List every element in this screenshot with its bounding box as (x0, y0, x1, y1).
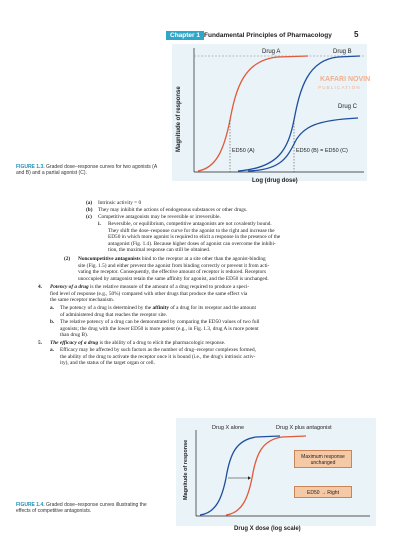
drug-c-curve (248, 118, 358, 171)
y-axis-label: Magnitude of response (176, 86, 182, 152)
figure-1-4-caption-label: FIGURE 1.4. (16, 502, 45, 508)
potency-term: Potency of a drug (50, 284, 89, 290)
drug-x-alone-label: Drug X alone (212, 425, 245, 431)
figure-1-4-graph (176, 418, 376, 538)
item-5a-line: ity), and the status of the target organ or cell. (60, 360, 155, 366)
drug-a-label: Drug A (262, 49, 281, 55)
item-i-line: antagonist (Fig. 1.4). Because higher doses of agonist can overcome the inhibi- (108, 240, 276, 247)
item-4a-text (60, 305, 384, 318)
figure-1-4-caption (16, 502, 156, 514)
drug-c-label: Drug C (338, 104, 358, 110)
body-text (16, 200, 384, 412)
item-4-line: the same receptor mechanism. (50, 297, 115, 303)
figure-1-3-caption (16, 164, 164, 176)
marker-5a: a. (50, 347, 54, 353)
figure-1-3-caption-label: FIGURE 1.3. (16, 164, 45, 170)
ed50-a-label: ED50 (A) (232, 148, 255, 154)
item-5-text (50, 340, 384, 347)
item-4a-line: of a drug for its receptor and the amount (169, 305, 256, 311)
drug-x-antagonist-label: Drug X plus antagonist (276, 425, 332, 431)
item-4b-text (60, 319, 384, 339)
y-axis-label: Magnitude of response (183, 439, 189, 500)
noncompetitive-term: Noncompetitive antagonists (78, 256, 141, 262)
marker-c: (c) (86, 214, 92, 220)
watermark-line-2: PUBLICATION (318, 85, 361, 90)
marker-4: 4. (38, 284, 42, 290)
figure-1-4 (176, 418, 376, 538)
affinity-term: affinity (152, 305, 170, 311)
item-i-line: Reversible, or equilibrium, competitive antagonists are not covalently bound. (108, 221, 272, 227)
marker-4a: a. (50, 305, 54, 311)
chapter-tag: Chapter 1 (166, 31, 204, 40)
efficacy-term: The efficacy of a drug (50, 340, 99, 346)
marker-2: (2) (64, 256, 71, 262)
drug-x-antagonist-curve (226, 436, 306, 515)
item-2-line: vating the receptor. Consequently, the effective amount of receptor is reduced. Receptors (78, 269, 267, 275)
item-2-line: site (Fig. 1.5) and either prevent the agonist from binding correctly or prevent it from acti- (78, 262, 270, 269)
item-i-line: They shift the dose–response curve for the agonist to the right and increase the (108, 227, 275, 234)
chapter-title: Fundamental Principles of Pharmacology (204, 32, 332, 39)
shift-arrow-head (248, 476, 251, 479)
page-number: 5 (354, 30, 359, 39)
marker-i: i. (98, 221, 101, 227)
item-4b-line: The relative potency of a drug can be demonstrated by comparing the ED50 values of two full (60, 319, 260, 325)
figure-1-3-caption-text: Graded dose–response curves for two agonists (A and B) and a partial agonist (C). (16, 164, 157, 177)
item-i-text (108, 221, 384, 254)
item-b-text: They may inhibit the actions of endogenous substances or other drugs. (98, 207, 248, 213)
figure-1-4-caption-text: Graded dose–response curves illustrating the effects of competitive antagonists. (16, 502, 147, 515)
figure-1-3 (168, 40, 373, 190)
item-5a-text (60, 347, 384, 367)
item-a-text: Intrinsic activity = 0 (98, 200, 142, 206)
item-4b-line: than drug B). (60, 332, 89, 338)
item-4-line: is the relative measure of the amount of a drug required to produce a speci- (88, 284, 250, 290)
ed50-bc-label: ED50 (B) = ED50 (C) (296, 148, 348, 154)
item-2-line: bind to the receptor at a site other than the agonist-binding (140, 256, 266, 262)
x-axis-label: Drug X dose (log scale) (234, 526, 301, 532)
marker-a: (a) (86, 200, 93, 206)
item-2-text (78, 256, 384, 282)
max-response-box: Maximum response unchanged (294, 450, 352, 468)
marker-5: 5. (38, 340, 42, 346)
item-5-line: is the ability of a drug to elicit the pharmacologic response. (98, 340, 226, 346)
ed50-right-box: ED50 → Right (294, 486, 352, 498)
item-4-text (50, 284, 384, 304)
item-2-line: unoccupied by antagonist retain the same affinity for agonist, and the ED50 is unchanged. (78, 275, 269, 282)
item-4-line: fied level of response (e.g., 50%) compared with other drugs that produce the same effect via (50, 290, 248, 297)
item-4a-line: The potency of a drug is determined by the (60, 305, 153, 311)
item-4a-line: of administered drug that reaches the receptor site. (60, 311, 168, 318)
watermark-line-1: KAFARI NOVIN (320, 76, 371, 83)
figure-1-3-graph (168, 40, 373, 190)
item-c-text: Competitive antagonists may be reversible or irreversible. (98, 214, 221, 220)
item-5a-line: Efficacy may be affected by such factors as the number of drug–receptor complexes formed, (60, 347, 257, 353)
x-axis-label: Log (drug dose) (252, 178, 298, 184)
drug-x-alone-curve (200, 436, 280, 515)
item-i-line: ED50 in which more agonist is required to elicit a response in the presence of the (108, 234, 281, 240)
item-4b-line: agonists; the drug with the lower ED50 is more potent (e.g., in Fig. 1.3, drug A is more potent (60, 325, 259, 332)
drug-b-label: Drug B (333, 49, 352, 55)
item-5a-line: the ability of the drug to activate the receptor once it is bound (i.e., the drug's intrinsic activ- (60, 353, 256, 360)
item-i-line: tion, the maximal response can still be obtained. (108, 247, 211, 253)
marker-b: (b) (86, 207, 93, 213)
marker-4b: b. (50, 319, 55, 325)
